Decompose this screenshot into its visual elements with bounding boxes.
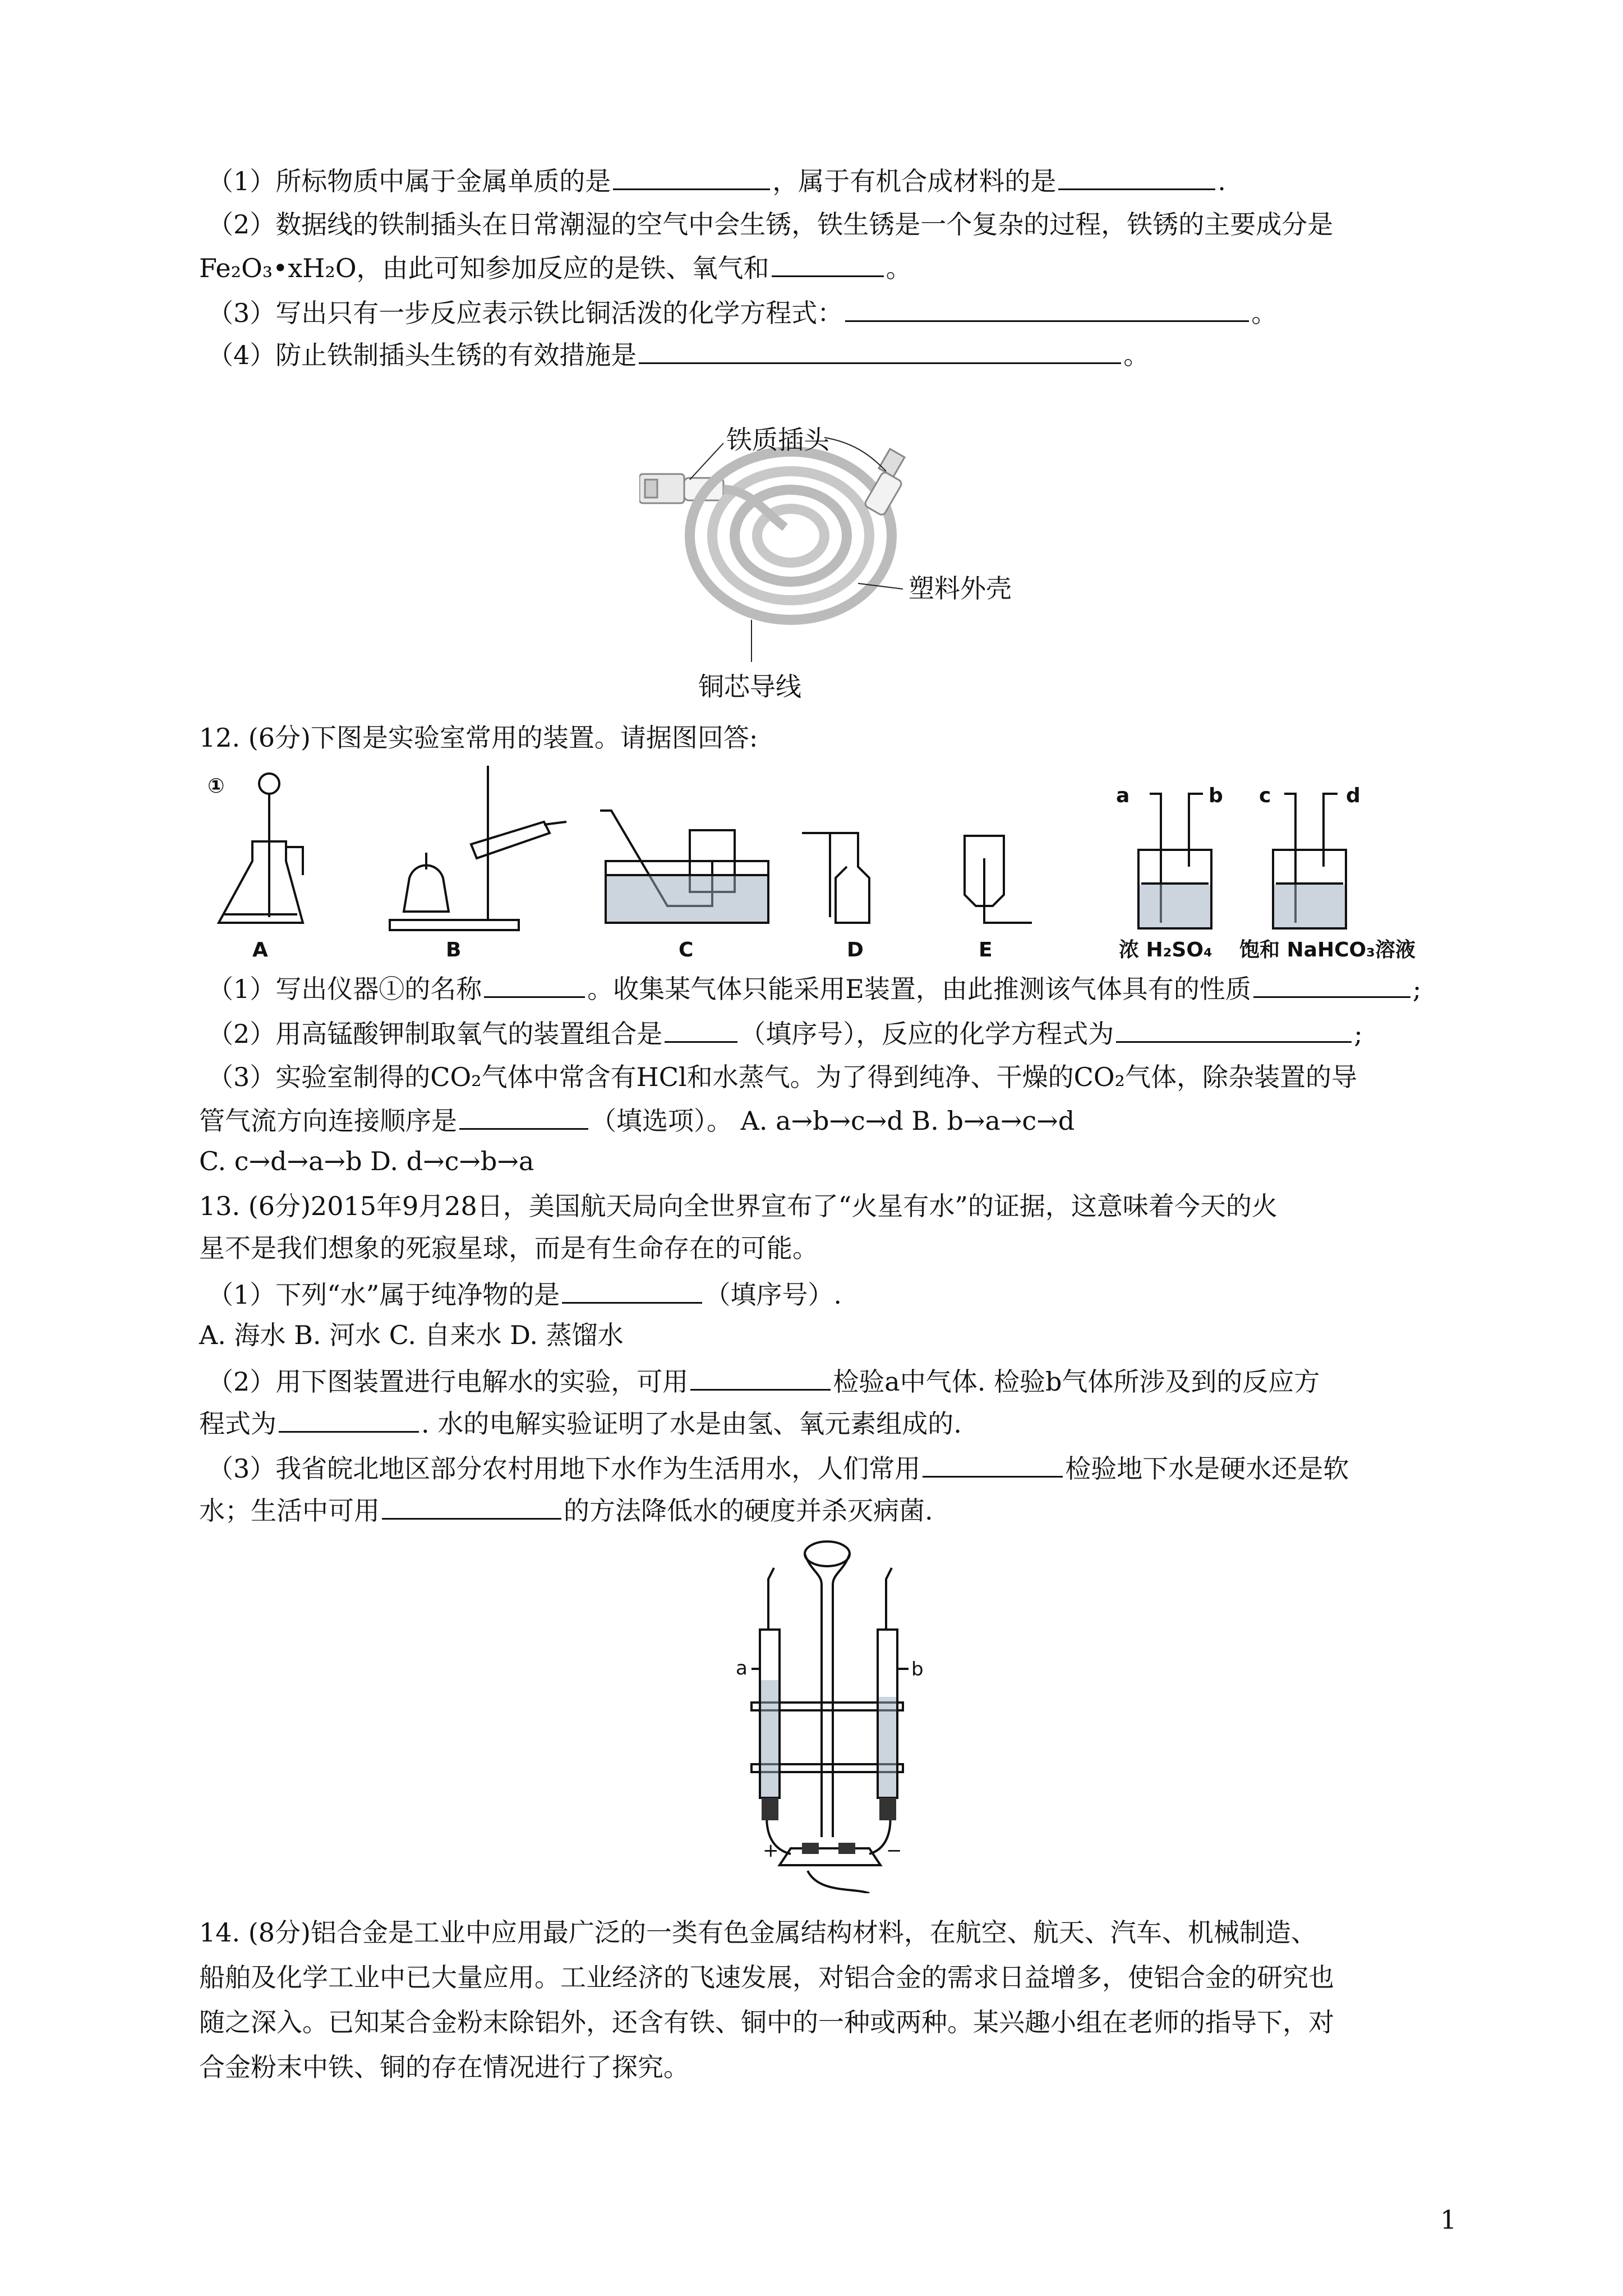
q13-part2-line1 [208,1363,1320,1398]
q11-p2-text-c: 。 [886,253,912,283]
answer-blank[interactable] [562,1276,702,1304]
q14-line4: 合金粉末中铁、铜的存在情况进行了探究。 [199,2052,689,2082]
q12-p1-text-b: 。收集某气体只能采用E装置，由此推测该气体具有的性质 [587,974,1251,1004]
label-tube-a: a [736,1657,748,1680]
label-iron-plug: 铁质插头 [726,425,829,455]
answer-blank[interactable] [459,1102,588,1130]
q13-p2-text-d: . 水的电解实验证明了水是由氢、氧元素组成的. [421,1409,962,1439]
q13-p2-text-c: 程式为 [199,1409,276,1439]
label-nahco3: 饱和 NaHCO₃溶液 [1239,938,1415,961]
q13-part2-line2 [199,1405,962,1441]
q13-p3-text-a: （3）我省皖北地区部分农村用地下水作为生活用水，人们常用 [208,1453,921,1484]
q13-options: A. 海水 B. 河水 C. 自来水 D. 蒸馏水 [199,1320,624,1350]
q13-part3-line2 [199,1492,933,1527]
q14-line2: 船舶及化学工业中已大量应用。工业经济的飞速发展，对铝合金的需求日益增多，使铝合金的研究也 [199,1962,1334,1993]
label-copper-wire: 铜芯导线 [698,671,801,702]
label-E: E [979,938,993,961]
q13-part3-line1 [208,1450,1349,1485]
label-c: c [1259,784,1271,807]
q12-p2-text-b: （填序号），反应的化学方程式为 [740,1019,1114,1049]
answer-blank[interactable] [665,1015,737,1043]
q11-part3 [208,295,1277,330]
label-D: D [847,938,864,961]
answer-blank[interactable] [1058,163,1215,190]
q11-p3-text-a: （3）写出只有一步反应表示铁比铜活泼的化学方程式： [208,298,843,328]
q11-p4-text-b: 。 [1123,340,1150,370]
q11-part2-line2 [199,250,912,285]
q13-p2-text-a: （2）用下图装置进行电解水的实验，可用 [208,1366,689,1397]
answer-blank[interactable] [690,1363,831,1391]
label-B: B [446,938,462,961]
q11-p1-text-c: . [1218,166,1226,196]
answer-blank[interactable] [845,295,1249,322]
q12-part1 [208,970,1421,1006]
q13-p1-text-a: （1）下列“水”属于纯净物的是 [208,1280,560,1310]
q13-p2-text-b: 检验a中气体. 检验b气体所涉及到的反应方 [833,1366,1320,1397]
q12-part3-line2 [199,1102,1075,1138]
q11-part4 [208,337,1149,372]
q13-title-line2: 星不是我们想象的死寂星球，而是有生命存在的可能。 [199,1233,818,1263]
answer-blank[interactable] [613,163,770,190]
usb-cable-figure [639,415,1032,718]
q11-p4-text-a: （4）防止铁制插头生锈的有效措施是 [208,340,637,370]
answer-blank[interactable] [923,1450,1063,1478]
answer-blank[interactable] [772,250,884,277]
label-positive: + [763,1839,779,1862]
q13-title-line1: 13. (6分)2015年9月28日，美国航天局向全世界宣布了“火星有水”的证据，这意味着今天的火 [199,1191,1278,1221]
label-circle-1: ① [208,775,225,798]
answer-blank[interactable] [639,337,1121,364]
label-A: A [252,938,268,961]
answer-blank[interactable] [279,1405,419,1433]
label-plastic-shell: 塑料外壳 [909,573,1012,604]
q13-p3-text-b: 检验地下水是硬水还是软 [1065,1453,1349,1484]
q13-p1-text-b: （填序号）. [704,1280,842,1310]
label-negative: − [886,1839,902,1862]
q14-line3: 随之深入。已知某合金粉末除铝外，还含有铁、铜中的一种或两种。某兴趣小组在老师的指导下，对 [199,2007,1334,2037]
q12-p1-text-c: ; [1412,974,1422,1004]
q11-p3-text-b: 。 [1251,298,1278,328]
q12-part2 [208,1015,1363,1051]
q12-p1-text-a: （1）写出仪器①的名称 [208,974,482,1004]
q11-part1 [208,163,1226,198]
label-d: d [1346,784,1361,807]
q12-title: 12. (6分)下图是实验室常用的装置。请据图回答: [199,723,758,753]
q12-p2-text-c: ; [1354,1019,1363,1049]
q11-p1-text-b: ，属于有机合成材料的是 [772,166,1057,196]
page-number: 1 [1440,2205,1457,2235]
q13-part1 [208,1276,842,1312]
q11-part2-line1: （2）数据线的铁制插头在日常潮湿的空气中会生锈，铁生锈是一个复杂的过程，铁锈的主要成分是 [208,209,1334,240]
electrolysis-apparatus-figure [729,1534,931,1893]
answer-blank[interactable] [484,970,585,998]
q12-p3-text-b: 管气流方向连接顺序是 [199,1106,457,1136]
q12-p3-options-ab: （填选项）。 A. a→b→c→d B. b→a→c→d [591,1106,1075,1136]
q12-p2-text-a: （2）用高锰酸钾制取氧气的装置组合是 [208,1019,663,1049]
label-a: a [1116,784,1130,807]
q13-p3-text-c: 水；生活中可用 [199,1496,380,1526]
q12-part3-line1: （3）实验室制得的CO₂气体中常含有HCl和水蒸气。为了得到纯净、干燥的CO₂气体，除杂装置的导 [208,1062,1357,1092]
q13-p3-text-d: 的方法降低水的硬度并杀灭病菌. [564,1496,933,1526]
q11-p1-text-a: （1）所标物质中属于金属单质的是 [208,166,611,196]
label-tube-b: b [911,1658,924,1681]
label-b: b [1209,784,1223,807]
label-C: C [679,938,694,961]
label-conc-h2so4: 浓 H₂SO₄ [1119,938,1212,961]
q11-p2-text-b: Fe₂O₃•xH₂O，由此可知参加反应的是铁、氧气和 [199,253,769,283]
answer-blank[interactable] [382,1492,561,1520]
lab-apparatus-figure [208,754,1464,968]
answer-blank[interactable] [1253,970,1410,998]
q12-part3-line3: C. c→d→a→b D. d→c→b→a [199,1146,534,1176]
answer-blank[interactable] [1116,1015,1352,1043]
q14-line1: 14. (8分)铝合金是工业中应用最广泛的一类有色金属结构材料，在航空、航天、汽车、机械制造、 [199,1917,1317,1948]
